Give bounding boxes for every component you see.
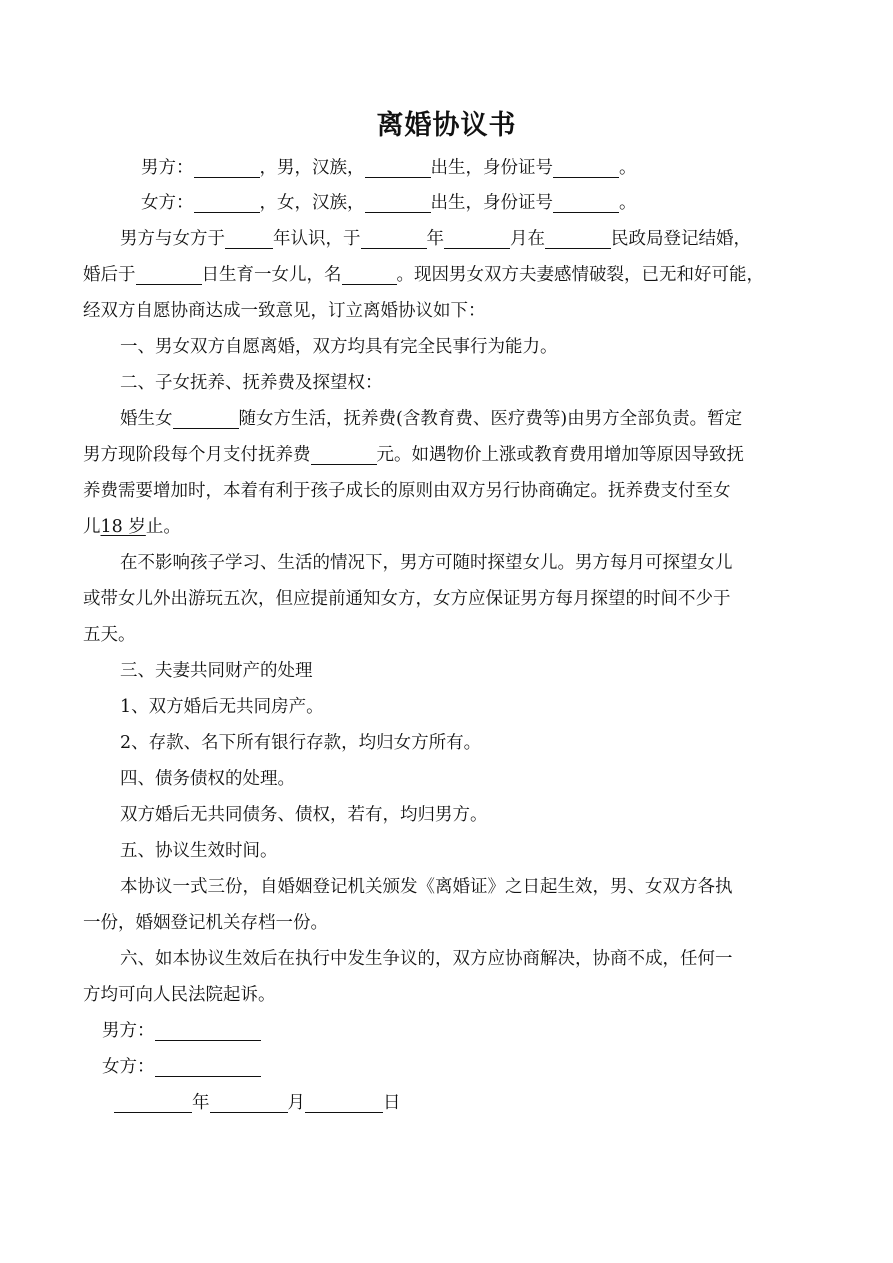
blank-field [361,226,427,249]
paragraph-line: 在不影响孩子学习、生活的情况下，男方可随时探望女儿。男方每月可探望女儿 [120,553,733,573]
clause-heading: 五、协议生效时间。 [120,841,278,861]
paragraph-line: 1、双方婚后无共同房产。 [120,697,324,717]
paragraph-line: 或带女儿外出游玩五次，但应提前通知女方，女方应保证男方每月探望的时间不少于 [83,589,731,609]
paragraph-line: 2、存款、名下所有银行存款，均归女方所有。 [120,733,482,753]
paragraph-line: 男方现阶段每个月支付抚养费 元。如遇物价上涨或教育费用增加等原因导致抚 [83,437,744,473]
blank-field [545,226,611,249]
paragraph-line: 婚后于 日生育一女儿，名 。现因男女双方夫妻感情破裂，已无和好可能， [83,257,764,293]
blank-field [225,226,273,249]
male-signature-line: 男方： [102,1013,261,1049]
clause-heading: 四、债务债权的处理。 [120,769,295,789]
blank-field [173,406,239,429]
paragraph-line: 婚生女 随女方生活，抚养费(含教育费、医疗费等)由男方全部负责。暂定 [120,401,742,437]
blank-field [342,262,397,285]
female-party-line: 女方： ，女，汉族， 出生，身份证号 。 [141,185,637,221]
paragraph-line: 男方与女方于 年认识，于 年 月在 民政局登记结婚， [120,221,751,257]
blank-field [114,1090,192,1113]
paragraph-line: 养费需要增加时，本着有利于孩子成长的原则由双方另行协商确定。抚养费支付至女 [83,481,731,501]
signature-blank [155,1054,261,1077]
paragraph-line: 双方婚后无共同债务、债权，若有，均归男方。 [120,805,488,825]
paragraph-line: 方均可向人民法院起诉。 [83,985,276,1005]
blank-field [194,190,260,213]
blank-field [311,442,377,465]
blank-field [553,155,619,178]
blank-field [194,155,260,178]
document-title: 离婚协议书 [376,110,517,141]
blank-field [365,190,431,213]
blank-field [136,262,202,285]
clause-heading: 三、夫妻共同财产的处理 [120,661,313,681]
blank-field [553,190,619,213]
paragraph-line: 一份，婚姻登记机关存档一份。 [83,913,328,933]
underlined-age: 18 岁 [100,517,146,537]
blank-field [444,226,510,249]
paragraph-line: 五天。 [83,625,136,645]
blank-field [365,155,431,178]
date-line: 年 月 日 [114,1085,401,1121]
signature-blank [155,1018,261,1041]
paragraph-line: 六、如本协议生效后在执行中发生争议的，双方应协商解决，协商不成，任何一 [120,949,733,969]
blank-field [210,1090,288,1113]
clause-heading: 一、男女双方自愿离婚，双方均具有完全民事行为能力。 [120,337,558,357]
paragraph-line: 经双方自愿协商达成一致意见，订立离婚协议如下： [83,301,486,321]
clause-heading: 二、子女抚养、抚养费及探望权： [120,373,383,393]
male-party-line: 男方： ，男，汉族， 出生，身份证号 。 [141,150,637,186]
female-signature-line: 女方： [102,1049,261,1085]
paragraph-line: 本协议一式三份，自婚姻登记机关颁发《离婚证》之日起生效，男、女双方各执 [120,877,733,897]
blank-field [305,1090,383,1113]
paragraph-line: 儿18 岁止。 [83,517,181,537]
